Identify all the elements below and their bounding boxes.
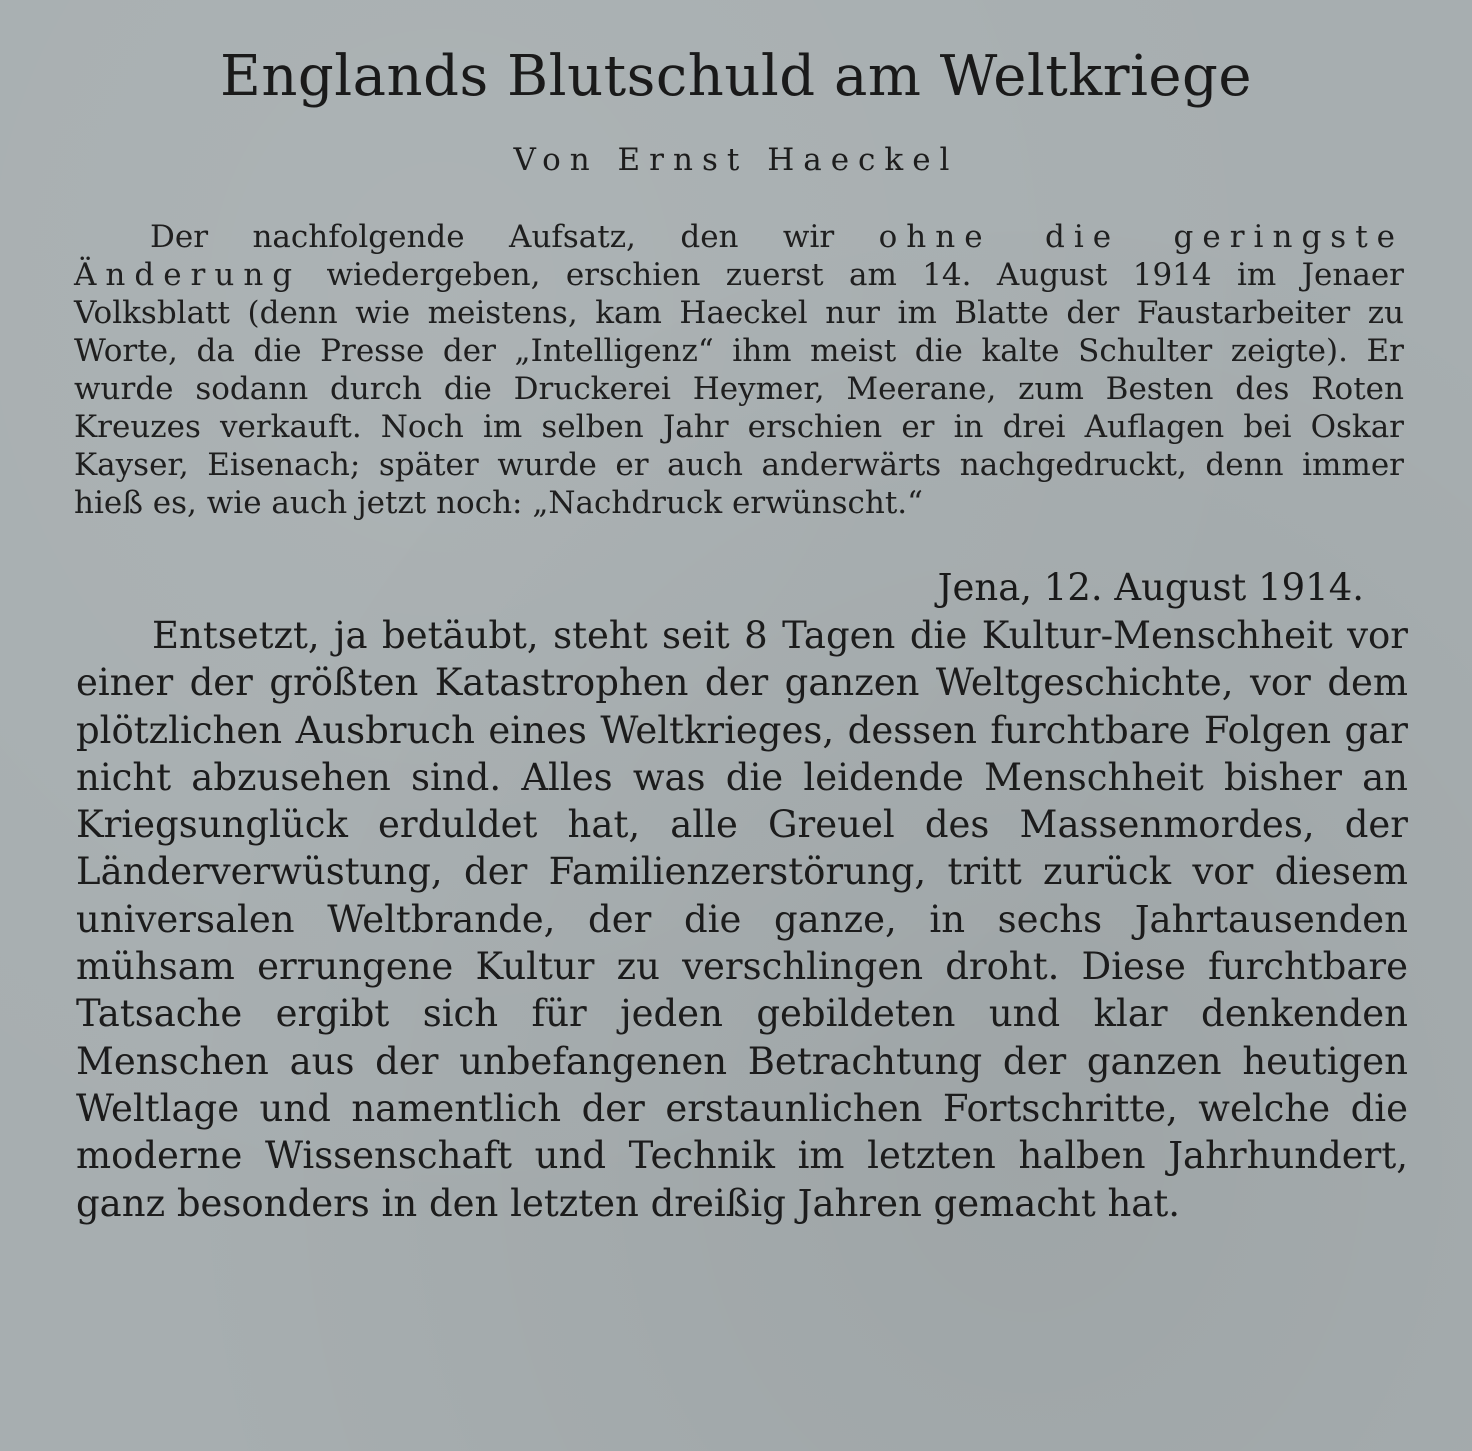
- article-title: Englands Blutschuld am Weltkriege: [219, 44, 1253, 109]
- body-text: Entsetzt, ja betäubt, steht seit 8 Tagen die Kultur-Menschheit vor einer der größten Katastrophen der ganzen Weltgeschichte, vor dem plötzlichen Ausbruch eines Weltkrieges, dessen furchtbare Folgen gar nicht abzusehen sind. Alles was die leidende Menschheit bisher an Kriegsunglück erduldet hat, alle Greuel des Massenmordes, der Länderverwüstung, der Familienzerstörung, tritt zurück vor diesem universalen Weltbrande, der die ganze, in sechs Jahrtausenden mühsam errungene Kultur zu verschlingen droht. Diese furchtbare Tatsache ergibt sich für jeden gebildeten und klar denkenden Menschen aus der unbefangenen Betrachtung der ganzen heutigen Weltlage und namentlich der erstaunlichen Fortschritte, welche die moderne Wissenschaft und Technik im letzten halben Jahrhundert, ganz besonders in den letzten dreißig Jahren gemacht hat.: [76, 614, 1408, 1225]
- intro-emphasis: ohne die geringste Änderung: [74, 219, 1404, 293]
- dateline: Jena, 12. August 1914.: [937, 566, 1364, 609]
- intro-text-part2: wiedergeben, erschien zuerst am 14. August 1914 im Jenaer Volksblatt (denn wie meistens, kam Haeckel nur im Blatte der Faustarbeiter zu Worte, da die Presse der „Intelligenz“ ihm meist die kalte Schulter zeigte). Er wurde sodann durch die Druckerei Heymer, Meerane, zum Besten des Roten Kreuzes verkauft. Noch im selben Jahr erschien er in drei Auflagen bei Oskar Kayser, Eisenach; später wurde er auch anderwärts nachgedruckt, denn immer hieß es, wie auch jetzt noch: „Nachdruck erwünscht.“: [74, 257, 1404, 521]
- article-author: Von Ernst Haeckel: [513, 142, 959, 178]
- intro-paragraph: [74, 218, 1404, 522]
- body-paragraph: [76, 612, 1408, 1227]
- intro-text-part1: Der nachfolgende Aufsatz, den wir: [150, 219, 879, 255]
